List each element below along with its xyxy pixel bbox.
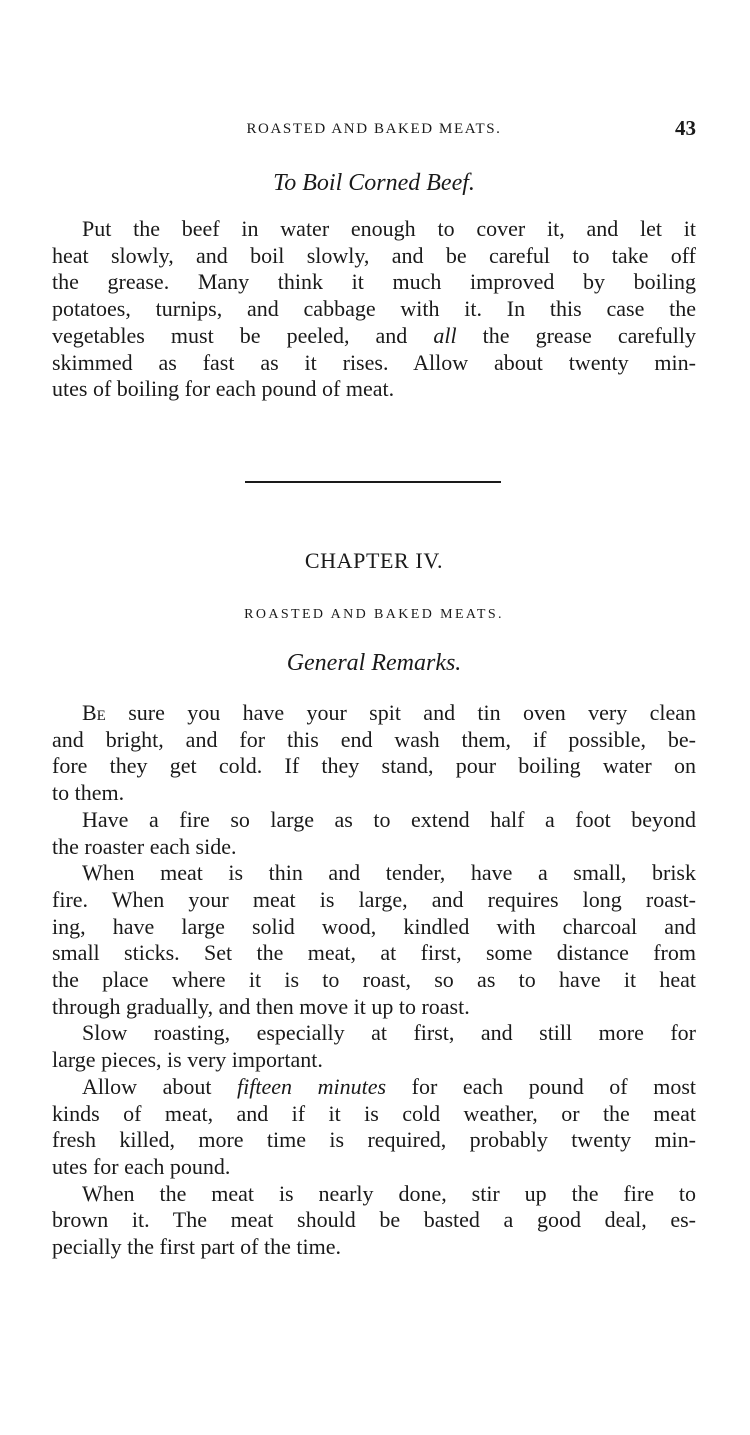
section-heading-general-remarks: General Remarks. (286, 650, 462, 676)
text-line: large pieces, is very important. (52, 1047, 323, 1073)
text-line: heat slowly, and boil slowly, and be careful to take off (52, 242, 696, 268)
text-line: small sticks. Set the meat, at first, some distance from (52, 940, 696, 966)
text-line: to them. (52, 780, 125, 806)
text-line: ing, have large solid wood, kindled with charcoal and (52, 913, 696, 939)
paragraph-corned-beef (52, 216, 696, 403)
text-line (52, 700, 696, 727)
text-line: Slow roasting, especially at first, and still more for (82, 1020, 696, 1046)
text-line: skimmed as fast as it rises. Allow about twenty min- (52, 349, 696, 375)
text-line: fore they get cold. If they stand, pour boiling water on (52, 753, 696, 779)
text-line: and bright, and for this end wash them, if possible, be- (52, 726, 696, 752)
text-line: the place where it is to roast, so as to have it heat (52, 967, 696, 993)
text-line: through gradually, and then move it up to roast. (52, 993, 470, 1019)
text-fragment: for each pound of most (386, 1073, 696, 1099)
text-line: vegetables must be peeled, and all the grease carefully (52, 322, 696, 348)
text-line: kinds of meat, and if it is cold weather, or the meat (52, 1100, 696, 1126)
chapter-subtitle: ROASTED AND BAKED MEATS. (244, 607, 504, 622)
text-line: Put the beef in water enough to cover it, and let it (82, 216, 696, 241)
running-head (52, 118, 696, 144)
text-line: utes for each pound. (52, 1153, 231, 1179)
text-line: pecially the first part of the time. (52, 1234, 341, 1260)
drop-word: Be (82, 700, 106, 725)
text-fragment: sure you have your spit and tin oven very clean (105, 700, 696, 725)
text-line: the roaster each side. (52, 833, 237, 859)
text-line: the grease. Many think it much improved by boiling (52, 269, 696, 295)
text-line: fresh killed, more time is required, probably twenty min- (52, 1127, 696, 1153)
emphasis-text: fifteen minutes (237, 1073, 387, 1099)
text-line: potatoes, turnips, and cabbage with it. In this case the (52, 296, 696, 322)
text-line (52, 1074, 696, 1101)
text-line: fire. When your meat is large, and requires long roast- (52, 886, 696, 912)
running-title: ROASTED AND BAKED MEATS. (246, 121, 502, 137)
book-page (52, 0, 696, 1435)
text-line: brown it. The meat should be basted a good deal, es- (52, 1207, 696, 1233)
page-number: 43 (675, 116, 696, 140)
text-fragment: Allow about (82, 1073, 238, 1099)
text-line: utes of boiling for each pound of meat. (52, 376, 395, 402)
section-divider (245, 481, 501, 483)
section-heading-corned-beef: To Boil Corned Beef. (273, 170, 475, 196)
chapter-title: CHAPTER IV. (304, 548, 444, 573)
paragraph-body (52, 700, 696, 1261)
text-line: Have a fire so large as to extend half a foot beyond (82, 806, 696, 832)
text-line: When the meat is nearly done, stir up the fire to (82, 1180, 696, 1206)
text-line: When meat is thin and tender, have a small, brisk (82, 860, 696, 886)
emphasis-text: all (433, 322, 457, 348)
